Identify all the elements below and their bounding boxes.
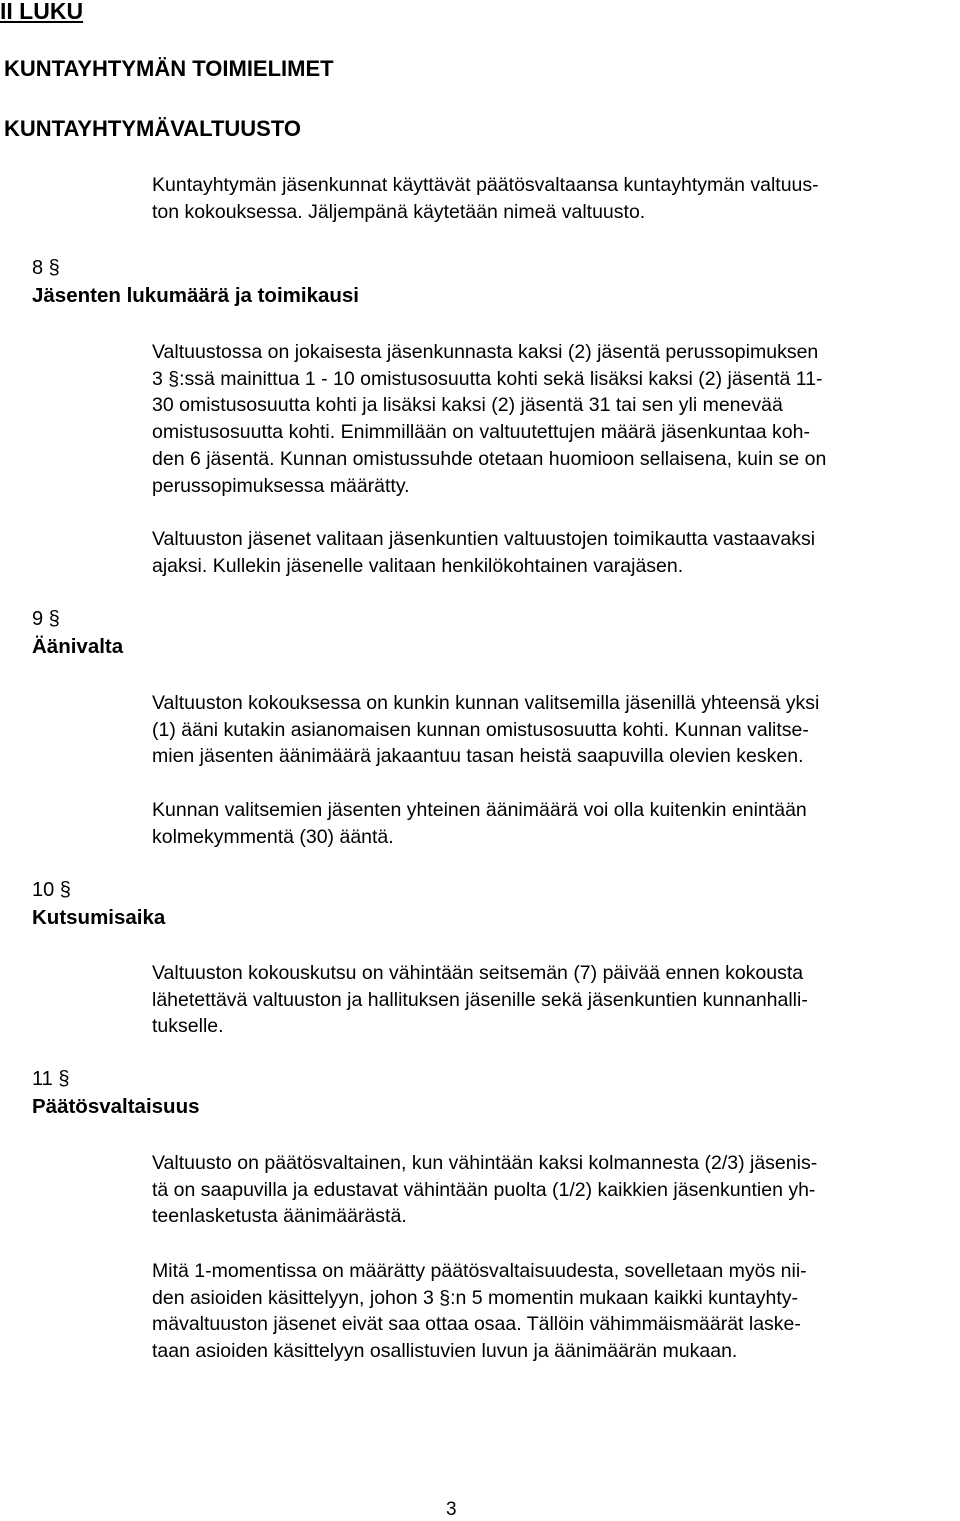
text-line: 3 §:ssä mainittua 1 - 10 omistusosuutta kohti sekä lisäksi kaksi (2) jäsentä 11-	[152, 367, 823, 390]
text-line: Valtuustossa on jokaisesta jäsenkunnasta kaksi (2) jäsentä perussopimuksen	[152, 341, 819, 363]
text-line: Valtuuston kokouskutsu on vähintään seitsemän (7) päivää ennen kokousta	[152, 962, 804, 984]
text-line: Kuntayhtymän jäsenkunnat käyttävät päätösvaltaansa kuntayhtymän valtuus-	[152, 174, 819, 196]
section-8-title: Jäsenten lukumäärä ja toimikausi	[32, 284, 359, 307]
section-10-title: Kutsumisaika	[32, 906, 166, 929]
section-9-paragraph-2	[152, 797, 952, 850]
text-line: ajaksi. Kullekin jäsenelle valitaan henkilökohtainen varajäsen.	[152, 554, 684, 577]
section-9-paragraph-1	[152, 690, 952, 770]
text-line: ton kokouksessa. Jäljempänä käytetään nimeä valtuusto.	[152, 200, 646, 223]
text-line: den asioiden käsittelyyn, johon 3 §:n 5 momentin mukaan kaikki kuntayhty-	[152, 1286, 799, 1309]
text-line: Valtuusto on päätösvaltainen, kun vähintään kaksi kolmannesta (2/3) jäsenis-	[152, 1152, 818, 1174]
section-11-paragraph-1	[152, 1150, 952, 1230]
text-line: 30 omistusosuutta kohti ja lisäksi kaksi (2) jäsentä 31 tai sen yli menevää	[152, 394, 783, 417]
text-line: mävaltuuston jäsenet eivät saa ottaa osaa. Tällöin vähimmäismäärät laske-	[152, 1313, 801, 1336]
text-line: mien jäsenten äänimäärä jakaantuu tasan heistä saapuvilla olevien kesken.	[152, 745, 804, 768]
section-10-number: 10 §	[32, 879, 71, 901]
text-line: tä on saapuvilla ja edustavat vähintään puolta (1/2) kaikkien jäsenkuntien yh-	[152, 1178, 816, 1201]
section-9-number: 9 §	[32, 608, 60, 630]
page-number: 3	[446, 1499, 457, 1520]
section-9-title: Äänivalta	[32, 635, 124, 658]
section-11-title: Päätösvaltaisuus	[32, 1095, 200, 1118]
text-line: Mitä 1-momentissa on määrätty päätösvaltaisuudesta, sovelletaan myös nii-	[152, 1260, 807, 1282]
section-8-number: 8 §	[32, 257, 60, 279]
section-8-paragraph-2	[152, 526, 952, 579]
text-line: tukselle.	[152, 1015, 224, 1038]
text-line: den 6 jäsentä. Kunnan omistussuhde otetaan huomioon sellaisena, kuin se on	[152, 447, 827, 470]
heading-council: KUNTAYHTYMÄVALTUUSTO	[4, 116, 301, 141]
text-line: taan asioiden käsittelyyn osallistuvien luvun ja äänimäärän mukaan.	[152, 1340, 738, 1363]
section-10-paragraph-1	[152, 960, 952, 1040]
text-line: lähetettävä valtuuston ja hallituksen jäsenille sekä jäsenkuntien kunnanhalli-	[152, 988, 808, 1011]
section-11-paragraph-2	[152, 1258, 952, 1365]
section-11-number: 11 §	[32, 1068, 70, 1090]
text-line: (1) ääni kutakin asianomaisen kunnan omistusosuutta kohti. Kunnan valitse-	[152, 718, 809, 741]
text-line: perussopimuksessa määrätty.	[152, 474, 410, 497]
intro-paragraph	[152, 172, 952, 225]
text-line: teenlasketusta äänimäärästä.	[152, 1205, 407, 1228]
text-line: Valtuuston jäsenet valitaan jäsenkuntien valtuustojen toimikautta vastaavaksi	[152, 528, 816, 550]
section-8-paragraph-1	[152, 339, 952, 499]
text-line: Kunnan valitsemien jäsenten yhteinen äänimäärä voi olla kuitenkin enintään	[152, 799, 807, 821]
text-line: omistusosuutta kohti. Enimmillään on valtuutettujen määrä jäsenkuntaa koh-	[152, 421, 810, 444]
text-line: kolmekymmentä (30) ääntä.	[152, 825, 394, 848]
chapter-title: II LUKU	[0, 0, 84, 24]
text-line: Valtuuston kokouksessa on kunkin kunnan valitsemilla jäsenillä yhteensä yksi	[152, 692, 820, 714]
heading-organs: KUNTAYHTYMÄN TOIMIELIMET	[4, 56, 334, 81]
